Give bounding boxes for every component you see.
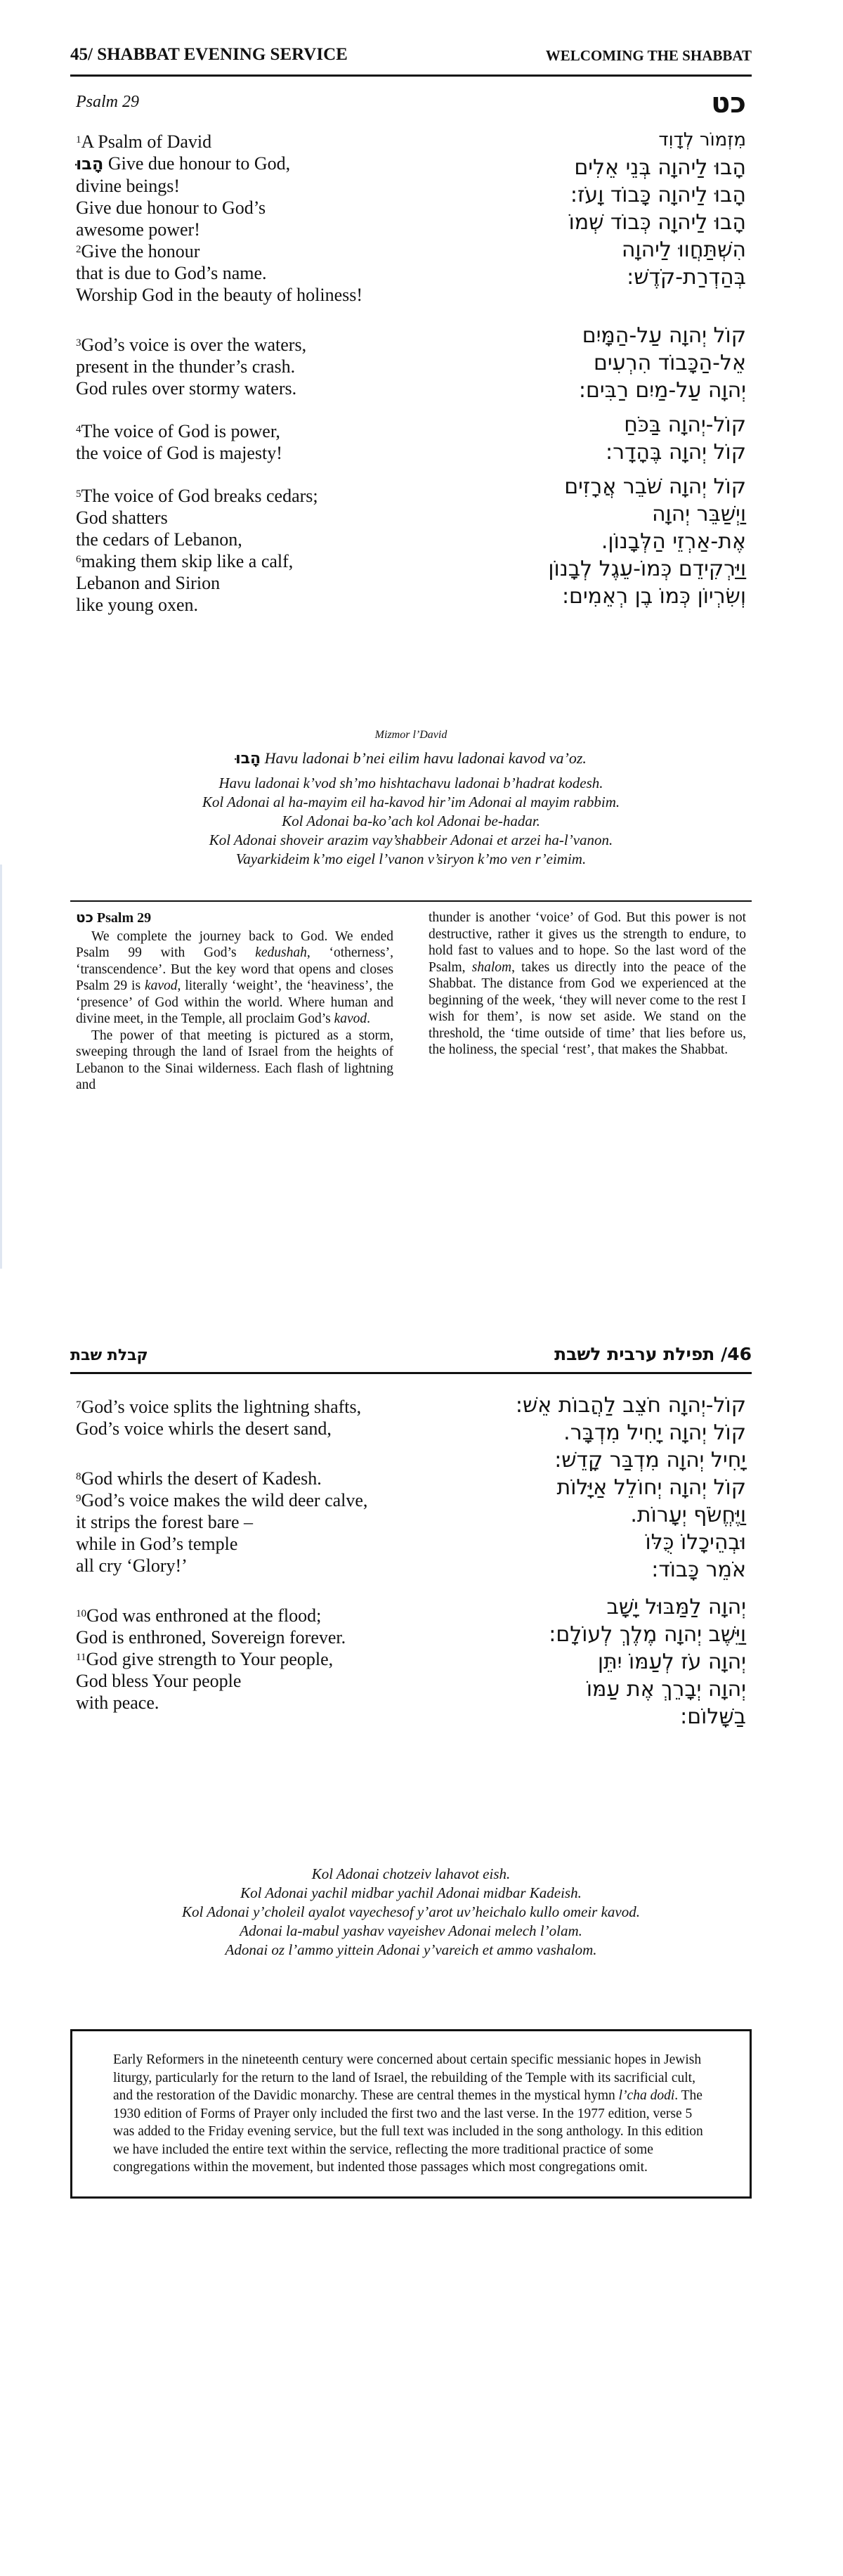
verse-line: the cedars of Lebanon,	[76, 529, 242, 550]
hebrew-line: קוֹל יְהוָה יְחוֹלֵל אַיָּלוֹת	[556, 1475, 746, 1500]
verse-line: that is due to God’s name.	[76, 263, 267, 283]
text-run: We complete the journey back to God. We ended Psalm 99 with God’s	[76, 928, 393, 960]
hebrew-line: קוֹל יְהוָה יָחִיל מִדְבָּר.	[563, 1420, 746, 1445]
hebrew-line: יְהוָה יְבָרֵךְ אֶת עַמּוֹ	[586, 1677, 746, 1702]
verse-number: 8	[76, 1471, 81, 1482]
verse-number: 9	[76, 1493, 81, 1504]
transliteration-line: Kol Adonai ba-ko’ach kol Adonai be-hadar.	[282, 813, 540, 829]
transliteration-block	[70, 1865, 752, 1960]
transliteration-caption: Mizmor l’David	[374, 729, 447, 741]
verse-line: all cry ‘Glory!’	[76, 1555, 188, 1576]
hebrew-line: קוֹל-יְהוָה חֹצֵב לַהֲבוֹת אֵשׁ:	[515, 1393, 746, 1418]
hebrew-line: וּבְהֵיכָלוֹ כֻּלּוֹ	[645, 1530, 746, 1555]
text-run: , ‘otherness’, ‘transcendence’. But the key word that opens and closes Psalm 29 is	[76, 945, 393, 993]
hebrew-line: יְהוָה עַל-מַיִם רַבִּים:	[578, 378, 746, 403]
hebrew-psalm-text	[451, 127, 746, 617]
verse-line: God’s voice is over the waters,	[81, 335, 307, 355]
hebrew-line: אֹמֵר כָּבוֹד:	[651, 1558, 746, 1582]
header-right: WELCOMING THE SHABBAT	[545, 47, 752, 64]
verse-number: 4	[76, 424, 81, 435]
text-run: thunder is another ‘voice’ of God. But this power is not destructive, rather it gives us the strength to endure, to hold fast to values and to hope. So the last word of the Psalm,	[429, 910, 746, 975]
hebrew-psalm-text	[451, 1392, 746, 1737]
verse-line: like young oxen.	[76, 595, 199, 615]
hebrew-line: וְשִׂרְיוֹן כְּמוֹ בֶן רְאֵמִים:	[561, 584, 746, 609]
verse-line: it strips the forest bare –	[76, 1512, 253, 1532]
hebrew-stanza-3	[451, 411, 746, 466]
hebrew-line: וַיַּרְקִידֵם כְּמוֹ-עֵגֶל לְבָנוֹן	[548, 557, 746, 581]
transliteration-line: Kol Adonai al ha-mayim eil ha-kavod hir’im Adonai al mayim rabbim.	[202, 794, 620, 810]
english-psalm-text	[76, 131, 469, 631]
verse-number: 10	[76, 1608, 86, 1619]
verse-line: God was enthroned at the flood;	[86, 1605, 322, 1626]
header-rule	[70, 75, 752, 77]
page-46	[70, 1307, 752, 2576]
commentary-heading-text: Psalm 29	[96, 910, 152, 926]
hebrew-line: הָבוּ לַיהוָה כְּבוֹד שְׁמוֹ	[568, 210, 746, 235]
italic-term: l’cha dodi	[618, 2088, 675, 2103]
hebrew-page-label: כט	[711, 87, 746, 119]
commentary-column-2	[429, 910, 746, 1094]
hebrew-line: קוֹל יְהוָה שֹׁבֵר אֲרָזִים	[564, 474, 746, 499]
text-run: . The 1930 edition of Forms of Prayer only included the first two and the last verse. In the 1977 edition, verse 5 was added to the Friday evening service, but the full text was included in the song anthology. In this edition we have included the entire text within the service, reflecting the more traditional practice of some congregations within the movement, but indented those passages which most congregations omit.	[113, 2088, 703, 2175]
hebrew-line: בַשָּׁלוֹם:	[680, 1704, 746, 1729]
hebrew-line: אֵל-הַכָּבוֹד הִרְעִים	[593, 351, 746, 375]
running-header	[70, 45, 752, 65]
hebrew-line: הִשְׁתַּחֲווּ לַיהוָה	[621, 238, 746, 262]
hebrew-keyword: הָבוּ	[76, 154, 104, 174]
italic-term: kavod	[334, 1011, 367, 1026]
verse-line: God give strength to Your people,	[86, 1649, 334, 1669]
header-left: 45/ SHABBAT EVENING SERVICE	[70, 45, 348, 64]
commentary	[76, 910, 746, 1094]
hebrew-stanza-2	[451, 322, 746, 404]
verse-line: God’s voice makes the wild deer calve,	[81, 1490, 368, 1510]
running-header	[70, 1344, 752, 1364]
verse-line: making them skip like a calf,	[81, 551, 294, 571]
english-stanza-1	[76, 131, 469, 306]
verse-line: present in the thunder’s crash.	[76, 356, 296, 377]
text-run: , takes us directly into the peace of the Shabbat. The distance from God we experienced at the beginning of the week, ‘they will never come to the rest I wish for them’, is now set aside. We stand on the threshold, the ‘time outside of time’ that lies before us, the holiness, the special ‘rest’, that makes the Shabbat.	[429, 959, 746, 1057]
english-stanza-3	[76, 1605, 469, 1714]
commentary-rule	[70, 900, 752, 902]
italic-term: kavod	[144, 978, 178, 993]
hebrew-line: הָבוּ לַיהוָה כָּבוֹד וָעֹז:	[570, 183, 746, 207]
verse-line: awesome power!	[76, 219, 200, 240]
psalm-label: Psalm 29	[76, 93, 139, 111]
text-run: .	[367, 1011, 371, 1026]
hebrew-line: מִזְמוֹר לְדָוִד	[658, 129, 746, 150]
commentary-heading-hebrew: כט	[76, 909, 93, 926]
verse-line: Give due honour to God’s	[76, 198, 266, 218]
transliteration-line: Kol Adonai shoveir arazim vay’shabbeir Adonai et arzei ha-l’vanon.	[209, 831, 613, 848]
historical-note-text	[113, 2051, 709, 2177]
verse-number: 2	[76, 244, 81, 255]
commentary-paragraph	[429, 910, 746, 1059]
transliteration-line: Kol Adonai yachil midbar yachil Adonai midbar Kadeish.	[240, 1884, 582, 1901]
hebrew-line: אֶת-אַרְזֵי הַלְּבָנוֹן.	[601, 529, 746, 554]
transliteration-line: Vayarkideim k’mo eigel l’vanon v’siryon k’mo ven r’eimim.	[235, 850, 587, 867]
transliteration-line: Havu ladonai b’nei eilim havu ladonai kavod va’oz.	[264, 749, 587, 767]
hebrew-line: יְהוָה לַמַּבּוּל יָשָׁב	[606, 1595, 746, 1619]
transliteration-line: Kol Adonai y’choleil ayalot vayechesof y’arot uv’heichalo kullo omeir kavod.	[182, 1903, 640, 1920]
header-rule	[70, 1372, 752, 1374]
commentary-heading	[76, 910, 393, 927]
commentary-paragraph	[76, 928, 393, 1028]
header-left: קבלת שבת	[70, 1347, 148, 1364]
verse-line: God’s voice whirls the desert sand,	[76, 1418, 332, 1439]
italic-term: kedushah	[255, 945, 307, 960]
transliteration-line: Kol Adonai chotzeiv lahavot eish.	[311, 1865, 511, 1882]
verse-line: God bless Your people	[76, 1671, 242, 1691]
commentary-paragraph: The power of that meeting is pictured as a storm, sweeping through the land of Israel from the heights of Lebanon to the Sinai wilderness. Each flash of lightning and	[76, 1028, 393, 1092]
english-stanza-1	[76, 1396, 469, 1439]
verse-number: 5	[76, 488, 81, 500]
english-stanza-2	[76, 334, 469, 399]
verse-line: divine beings!	[76, 176, 181, 196]
verse-line: The voice of God is power,	[81, 421, 280, 441]
verse-line: God’s voice splits the lightning shafts,	[81, 1397, 362, 1417]
english-stanza-3	[76, 420, 469, 464]
english-psalm-text	[76, 1396, 469, 1729]
italic-term: shalom	[471, 959, 512, 975]
hebrew-line: קוֹל-יְהוָה בַּכֹּחַ	[624, 413, 746, 437]
hebrew-stanza-2	[451, 1593, 746, 1730]
text-run: , literally ‘weight’, the ‘heaviness’, the ‘presence’ of God within the world. Where human and divine meet, in the Temple, all proclaim God’s	[76, 978, 393, 1026]
verse-line: while in God’s temple	[76, 1534, 238, 1554]
hebrew-line: בְּהַדְרַת-קֹדֶשׁ:	[627, 265, 746, 290]
commentary-column-1	[76, 910, 393, 1094]
verse-line: with peace.	[76, 1692, 159, 1713]
hebrew-line: יְהוָה עֹז לְעַמּוֹ יִתֵּן	[597, 1650, 746, 1674]
hebrew-line: יָחִיל יְהוָה מִדְבַּר קָדֵשׁ:	[554, 1448, 746, 1473]
left-edge-strip	[0, 865, 2, 1269]
transliteration-line: Adonai la-mabul yashav vayeishev Adonai melech l’olam.	[240, 1922, 582, 1939]
verse-line: God whirls the desert of Kadesh.	[81, 1468, 322, 1489]
text-run: Early Reformers in the nineteenth century were concerned about certain specific messianic hopes in Jewish liturgy, particularly for the return to the land of Israel, the rebuilding of the Temple with its sacrificial cult, and the restoration of the Davidic monarchy. These are central themes in the mystical hymn	[113, 2052, 702, 2103]
verse-line: Give due honour to God,	[107, 153, 291, 174]
verse-number: 6	[76, 554, 81, 565]
verse-number: 11	[76, 1652, 86, 1663]
english-stanza-2	[76, 1468, 469, 1577]
hebrew-line: קוֹל יְהוָה בֶּהָדָר:	[605, 440, 746, 465]
hebrew-line: וַיֵּשֶׁב יְהוָה מֶלֶךְ לְעוֹלָם:	[549, 1622, 746, 1647]
historical-note-box	[70, 2029, 752, 2199]
verse-line: Lebanon and Sirion	[76, 573, 221, 593]
header-right: 46/ תפילת ערבית לשבת	[554, 1344, 752, 1364]
verse-line: God shatters	[76, 507, 168, 528]
hebrew-line: הָבוּ לַיהוָה בְּנֵי אֵלִים	[574, 155, 746, 180]
hebrew-keyword: הָבוּ	[235, 750, 261, 768]
hebrew-stanza-1	[451, 127, 746, 291]
hebrew-line: וַיְשַׁבֵּר יְהוָה	[651, 502, 746, 526]
hebrew-stanza-1	[451, 1392, 746, 1584]
verse-number: 3	[76, 337, 81, 349]
transliteration-line: Havu ladonai k’vod sh’mo hishtachavu ladonai b’hadrat kodesh.	[218, 775, 603, 791]
transliteration-line: Adonai oz l’ammo yittein Adonai y’vareich et ammo vashalom.	[225, 1941, 597, 1958]
transliteration-block	[70, 725, 752, 869]
verse-line: the voice of God is majesty!	[76, 443, 282, 463]
verse-line: God rules over stormy waters.	[76, 378, 297, 399]
verse-number: 1	[76, 134, 81, 145]
verse-line: Give the honour	[81, 241, 200, 261]
hebrew-line: וַיֶּחֱשֹׂף יְעָרוֹת.	[630, 1503, 746, 1527]
hebrew-stanza-4	[451, 473, 746, 610]
page-45	[70, 0, 752, 1265]
verse-line: A Psalm of David	[81, 131, 212, 152]
verse-line: God is enthroned, Sovereign forever.	[76, 1627, 346, 1648]
verse-number: 7	[76, 1399, 81, 1411]
verse-line: Worship God in the beauty of holiness!	[76, 285, 363, 305]
verse-line: The voice of God breaks cedars;	[81, 486, 318, 506]
english-stanza-4	[76, 485, 469, 616]
hebrew-line: קוֹל יְהוָה עַל-הַמָּיִם	[582, 323, 746, 348]
